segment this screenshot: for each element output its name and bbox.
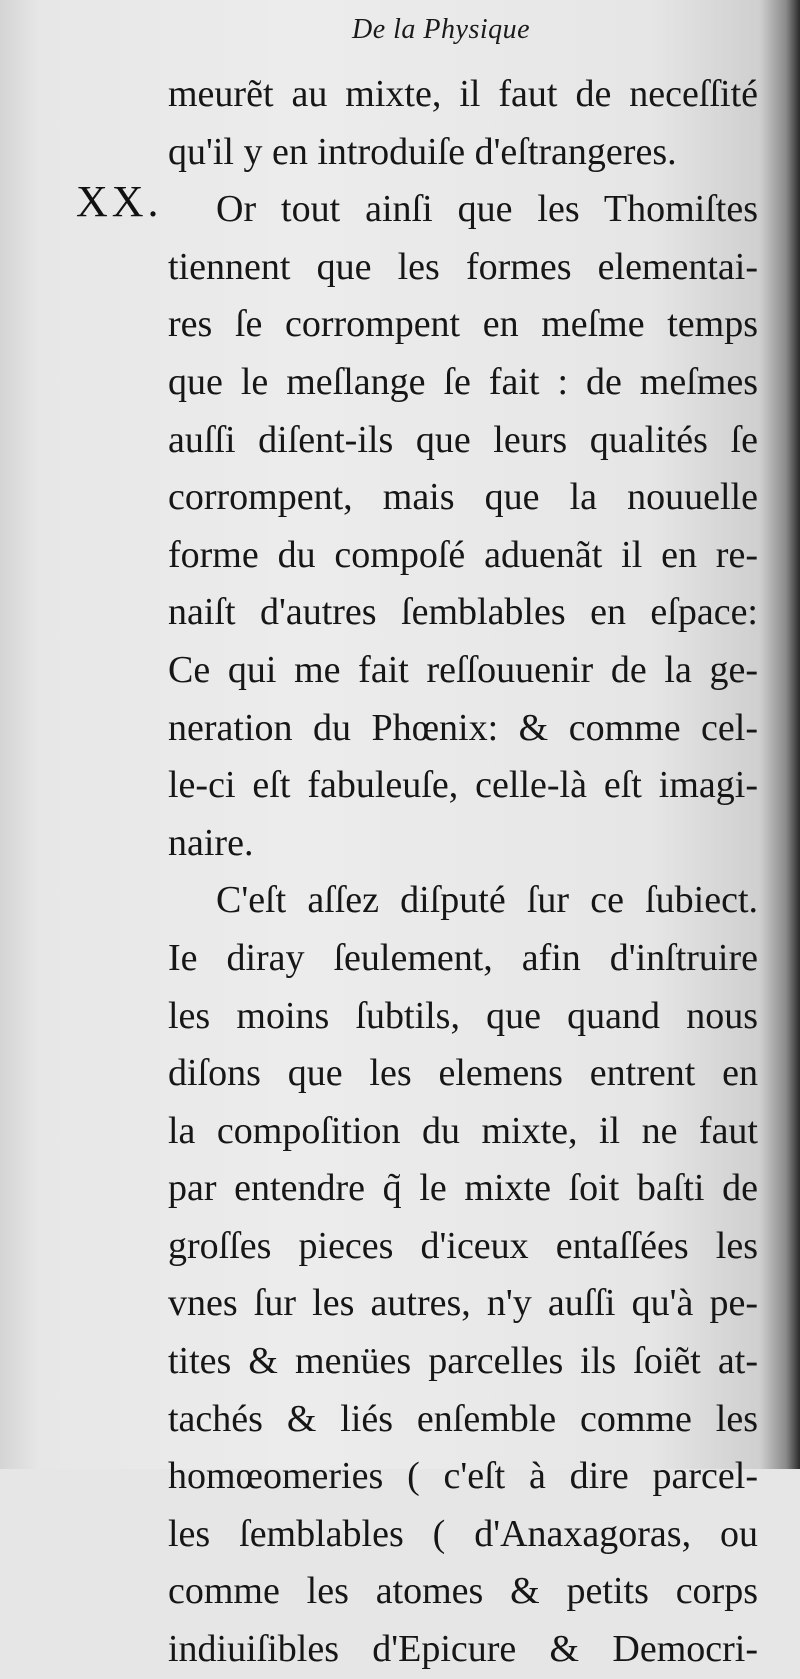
text-line: naiſt d'autres ſemblables en eſpace: [168, 591, 758, 634]
text-line: comme les atomes & petits corps [168, 1570, 758, 1613]
text-line: qu'il y en introduiſe d'eſtrangeres. [168, 130, 677, 173]
text-line: naire. [168, 821, 254, 864]
text-line: le-ci eſt fabuleuſe, celle-là eſt imagi- [168, 764, 758, 807]
text-line: meurẽt au mixte, il faut de neceſſité [168, 73, 758, 115]
text-line: groſſes pieces d'iceux entaſſées les [168, 1224, 758, 1267]
text-line: les moins ſubtils, que quand nous [168, 994, 758, 1037]
text-line: homœomeries ( c'eſt à dire parcel- [168, 1455, 758, 1498]
body-text [168, 66, 758, 1679]
margin-section-number: XX. [76, 177, 163, 226]
text-line: tachés & liés enſemble comme les [168, 1397, 758, 1440]
text-line: par entendre q̃ le mixte ſoit baſti de [168, 1167, 758, 1210]
text-line: Ie diray ſeulement, afin d'inſtruire [168, 936, 758, 979]
text-line: que le meſlange ſe fait : de meſmes [168, 360, 758, 403]
running-header: De la Physique [352, 14, 531, 45]
text-line: C'eſt aſſez diſputé ſur ce ſubiect. [216, 879, 758, 922]
text-line: neration du Phœnix: & comme cel- [168, 706, 758, 749]
text-line: vnes ſur les autres, n'y auſſi qu'à pe- [168, 1282, 758, 1325]
text-line: tites & menües parcelles ils ſoiẽt at- [168, 1340, 758, 1383]
text-line: diſons que les elemens entrent en [168, 1052, 758, 1095]
text-line: res ſe corrompent en meſme temps [168, 303, 758, 346]
text-line: les ſemblables ( d'Anaxagoras, ou [168, 1512, 758, 1555]
text-line: corrompent, mais que la nouuelle [168, 476, 758, 519]
text-line: tiennent que les formes elementai- [168, 245, 758, 288]
text-line: Or tout ainſi que les Thomiſtes [216, 188, 758, 231]
text-line: auſſi diſent-ils que leurs qualités ſe [168, 418, 758, 461]
text-line: Ce qui me fait reſſouuenir de la ge- [168, 648, 758, 691]
text-line: indiuiſibles d'Epicure & Democri- [168, 1628, 758, 1671]
text-line: la compoſition du mixte, il ne faut [168, 1109, 758, 1152]
text-line: forme du compoſé aduenãt il en re- [168, 533, 758, 576]
